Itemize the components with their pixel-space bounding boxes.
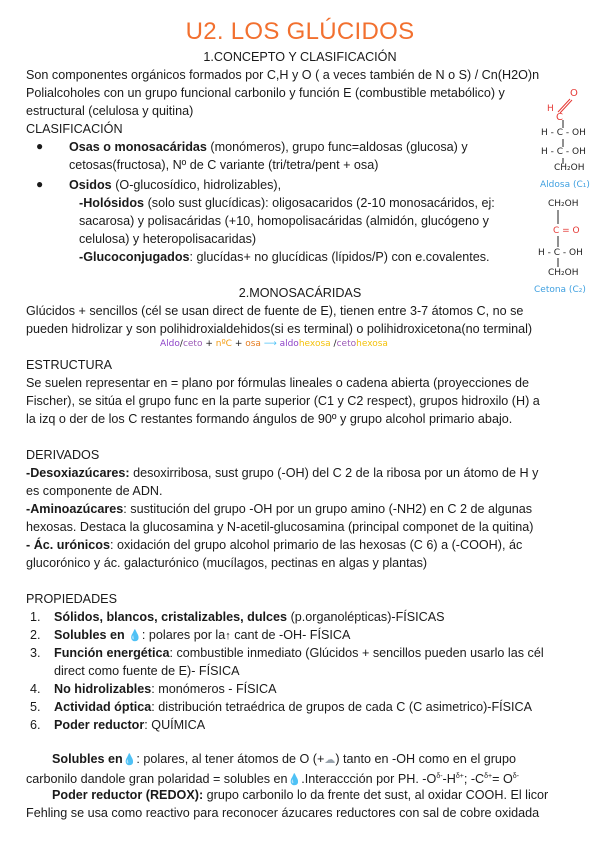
list-number: 2.	[30, 628, 41, 642]
legend-slash: /	[179, 339, 183, 349]
up-arrow-icon: ↑	[225, 630, 231, 642]
paragraph-line: pueden hidrolizar y son polihidroxialdehidos(si es terminal) o polihidroxicetona(no terminal)	[26, 322, 533, 336]
property-term: Poder reductor	[54, 718, 145, 732]
term-acidos-uronicos: - Ác. urónicos	[26, 538, 110, 552]
aldose-hydrogen: H	[547, 104, 554, 114]
term-osidos: Osidos	[69, 178, 112, 192]
list-number: 1.	[30, 610, 41, 624]
list-item-osas	[69, 138, 468, 156]
legend-slash: /	[330, 339, 337, 349]
term-poder-reductor: Poder reductor (REDOX):	[52, 788, 204, 802]
term-holosidos: -Holósidos	[79, 196, 145, 210]
legend-aldo-result: aldo	[279, 339, 299, 349]
property-desc-line: direct como fuente de E)- FÍSICA	[54, 664, 240, 678]
term-desoxiazucares: -Desoxiazúcares:	[26, 466, 130, 480]
paragraph-line: Son componentes orgánicos formados por C,H y O ( a veces también de N o S) / Cn(H2O)n	[26, 68, 540, 82]
paragraph-text: -H	[442, 772, 456, 787]
legend-osa: osa	[245, 339, 261, 349]
water-drop-icon: 💧	[122, 754, 137, 766]
legend-plus: +	[202, 339, 216, 349]
list-item-holosidos	[79, 194, 495, 212]
property-desc: : polares por la	[141, 628, 226, 642]
paragraph-text: .Interaccción por PH. -O	[301, 772, 437, 787]
section-heading-derivados: DERIVADOS	[26, 448, 100, 462]
term-solubles: Solubles en	[52, 752, 123, 766]
list-item-line: celulosa) y heteropolisacaridas)	[79, 232, 257, 246]
partial-charge: δ-	[436, 773, 443, 780]
term-aminoazucares-desc: : sustitución del grupo -OH por un grupo amino (-NH2) en C 2 de algunas	[123, 502, 533, 516]
section-heading-monosacaridas: 2.MONOSACÁRIDAS	[238, 286, 362, 300]
water-drop-icon: 💧	[287, 774, 302, 787]
legend-ceto: ceto	[182, 339, 203, 349]
derivado-aminoazucares	[26, 500, 532, 518]
ketose-top: CH₂OH	[548, 199, 579, 209]
property-desc: : combustible inmediato (Glúcidos + sencillos pueden usarlo las cél	[169, 646, 544, 660]
legend-ceto-result: ceto	[336, 339, 357, 349]
paragraph-text: : polares, al tener átomos de O (+	[136, 752, 325, 766]
aldose-chain-drawing	[560, 120, 566, 180]
partial-charge: δ+	[455, 773, 464, 780]
list-item-line: cetosas(fructosa), Nº de C variante (tri/tetra/pent + osa)	[69, 158, 379, 172]
legend-arrow: ⟶	[260, 339, 280, 349]
paragraph-line: Fischer), se sitúa el grupo func en la parte superior (C1 y C2 respect), grupos hidroxilo (H) a	[26, 394, 540, 408]
term-acidos-uronicos-desc: : oxidación del grupo alcohol primario de las hexosas (C 6) a (-COOH), ác	[109, 538, 523, 552]
paragraph-line: Glúcidos + sencillos (cél se usan direct de fuente de E), tienen entre 3-7 átomos C, no se	[26, 304, 524, 318]
section-heading-concepto: 1.CONCEPTO Y CLASIFICACIÓN	[203, 50, 397, 64]
aldose-carbon: C	[556, 112, 563, 123]
paragraph-line: la izq o der de los C restantes formando ángulos de 90º y grupo alcohol primario abajo.	[26, 412, 513, 426]
property-desc: : QUÍMICA	[144, 718, 206, 732]
term-aminoazucares: -Aminoazúcares	[26, 502, 124, 516]
section-heading-estructura: ESTRUCTURA	[26, 358, 113, 372]
paragraph-text: carbonilo dandole gran polaridad = solubles en	[26, 772, 288, 787]
legend-hexosa: hexosa	[298, 339, 331, 349]
ketose-label: Cetona (C₂)	[534, 285, 586, 295]
paragraph-text: = O	[492, 772, 513, 787]
term-osidos-desc: (O-glucosídico, hidrolizables),	[111, 178, 282, 192]
property-desc: (p.organolépticas)-FÍSICAS	[287, 610, 445, 624]
paragraph-line: Polialcoholes con un grupo funcional carbonilo y función E (combustible metabólico) y	[26, 86, 505, 100]
paragraph-text: ) tanto en -OH como en el grupo	[335, 752, 516, 766]
property-term: Función energética	[54, 646, 170, 660]
paragraph-text: grupo carbonilo lo da frente det sust, al oxidar COOH. El licor	[203, 788, 549, 802]
list-number: 3.	[30, 646, 41, 660]
paragraph-line: Se suelen representar en = plano por fórmulas lineales o cadena abierta (proyecciones de	[26, 376, 530, 390]
derivado-acidos-uronicos	[26, 536, 522, 554]
cloud-icon: ☁	[324, 754, 336, 766]
page-title: U2. LOS GLÚCIDOS	[185, 18, 415, 45]
paragraph-line: hexosas. Destaca la glucosamina y N-acetil-glucosamina (principal componet de la quitina)	[26, 520, 534, 534]
aldose-row: H - C - OH	[541, 128, 586, 138]
property-desc: : monómeros - FÍSICA	[151, 682, 277, 696]
aldose-row: H - C - OH	[541, 147, 586, 157]
property-item	[54, 680, 277, 698]
paragraph-line: Fehling se usa como reactivo para reconocer ázucares reductores con sal de cobre oxidada	[26, 806, 540, 820]
property-item	[54, 698, 532, 716]
list-item-glucoconjugados	[79, 248, 490, 266]
property-term: Actividad óptica	[54, 700, 152, 714]
carbonyl-bonds-drawing	[548, 96, 580, 116]
ketose-bottom: CH₂OH	[548, 268, 579, 278]
section-heading-clasificacion: CLASIFICACIÓN	[26, 122, 123, 136]
paragraph-text: ; -C	[463, 772, 485, 787]
ketose-carbonyl: C = O	[553, 226, 580, 236]
property-term: Solubles en	[54, 628, 125, 642]
list-item-line: sacarosa) y polisacáridas (+10, homopolisacáridas (almidón, glucógeno y	[79, 214, 489, 228]
aldose-label: Aldosa (C₁)	[540, 180, 590, 190]
ketose-chain-drawing	[555, 210, 561, 270]
property-item	[54, 608, 445, 626]
term-holosidos-desc: (solo sust glucídicas): oligosacaridos (2-10 monosacáridos, ej:	[144, 196, 495, 210]
bullet-dot: ●	[36, 177, 44, 191]
partial-charge: δ-	[512, 773, 519, 780]
property-item	[54, 716, 205, 734]
list-number: 4.	[30, 682, 41, 696]
property-term: Sólidos, blancos, cristalizables, dulces	[54, 610, 288, 624]
term-desoxiazucares-desc: desoxirribosa, sust grupo (-OH) del C 2 de la ribosa por un átomo de H y	[129, 466, 539, 480]
term-glucoconjugados-desc: : glucídas+ no glucídicas (lípidos/P) con e.covalentes.	[189, 250, 490, 264]
property-desc: cant de -OH- FÍSICA	[230, 628, 351, 642]
list-item-osidos	[69, 176, 281, 194]
legend-nc: nºC	[215, 339, 232, 349]
paragraph-line: glucorónico y ác. galacturónico (mucílagos, pectinas en algas y plantas)	[26, 556, 428, 570]
property-item	[54, 626, 350, 645]
naming-rule-note	[160, 335, 388, 351]
partial-charge: δ+	[484, 773, 493, 780]
property-desc: : distribución tetraédrica de grupos de cada C (C asimetrico)-FÍSICA	[151, 700, 533, 714]
ketose-row: H - C - OH	[538, 248, 583, 258]
reductor-paragraph	[52, 786, 548, 804]
aldose-row: CH₂OH	[554, 163, 585, 173]
property-term: No hidrolizables	[54, 682, 152, 696]
legend-hexosa: hexosa	[356, 339, 388, 349]
legend-plus: +	[231, 339, 246, 349]
paragraph-line: estructural (celulosa y quitina)	[26, 104, 194, 118]
list-number: 6.	[30, 718, 41, 732]
term-osas-desc: (monómeros), grupo func=aldosas (glucosa) y	[206, 140, 468, 154]
derivado-desoxiazucares	[26, 464, 538, 482]
paragraph-line: es componente de ADN.	[26, 484, 163, 498]
bullet-dot: ●	[36, 139, 44, 153]
aldose-oxygen: O	[570, 88, 578, 99]
term-glucoconjugados: -Glucoconjugados	[79, 250, 190, 264]
water-drop-icon: 💧	[128, 630, 142, 642]
term-osas: Osas o monosacáridas	[69, 140, 207, 154]
section-heading-propiedades: PROPIEDADES	[26, 592, 117, 606]
legend-aldo: Aldo	[160, 339, 180, 349]
property-item	[54, 644, 544, 662]
solubles-paragraph	[52, 750, 516, 769]
list-number: 5.	[30, 700, 41, 714]
